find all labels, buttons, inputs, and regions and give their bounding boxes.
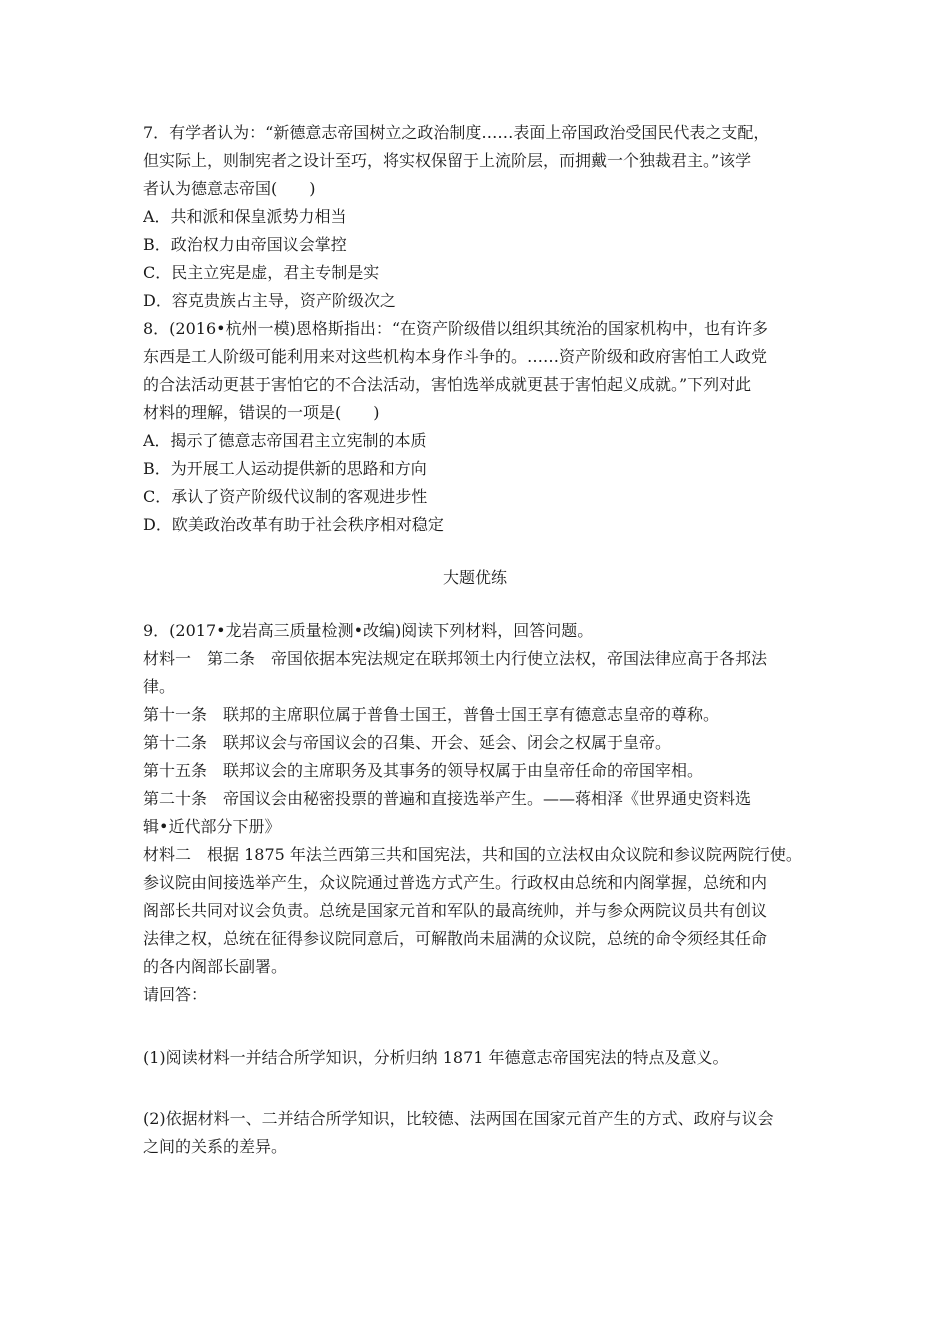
material-1-source: 辑•近代部分下册》 [143,817,281,836]
material-2-line-4: 法律之权，总统在征得参议院同意后，可解散尚未届满的众议院，总统的命令须经其任命 [143,929,768,948]
question-9-part-1 [143,1044,813,1072]
material-2-line-5: 的各内阁部长副署。 [143,957,288,976]
question-7-stem-line-1: 7．有学者认为：“新德意志帝国树立之政治制度……表面上帝国政治受国民代表之支配， [143,123,770,142]
material-1-line-2: 律。 [143,677,176,696]
question-8-stem-line-2: 东西是工人阶级可能利用来对这些机构本身作斗争的。……资产阶级和政府害怕工人政党 [143,347,768,366]
question-7 [143,119,813,315]
question-7-option-b: B．政治权力由帝国议会掌控 [143,235,347,254]
question-9 [143,617,813,1009]
question-8-stem-line-1: 8．(2016•杭州一模)恩格斯指出：“在资产阶级借以组织其统治的国家机构中，也有许多 [143,319,769,338]
question-9-part-2-line-1: (2)依据材料一、二并结合所学知识，比较德、法两国在国家元首产生的方式、政府与议会 [143,1109,774,1128]
question-7-stem-line-3: 者认为德意志帝国( ) [143,179,316,198]
question-7-stem-line-2: 但实际上，则制宪者之设计至巧，将实权保留于上流阶层，而拥戴一个独裁君主。”该学 [143,151,752,170]
question-8-stem-line-4: 材料的理解，错误的一项是( ) [143,403,380,422]
material-1-article-11: 第十一条 联邦的主席职位属于普鲁士国王，普鲁士国王享有德意志皇帝的尊称。 [143,705,720,724]
material-1-line-1: 材料一 第二条 帝国依据本宪法规定在联邦领土内行使立法权，帝国法律应高于各邦法 [143,649,768,668]
question-8 [143,315,813,539]
question-9-part-2 [143,1105,813,1161]
question-7-option-d: D．容克贵族占主导，资产阶级次之 [143,291,396,310]
material-1-article-20: 第二十条 帝国议会由秘密投票的普遍和直接选举产生。——蒋相泽《世界通史资料选 [143,789,752,808]
material-1-article-12: 第十二条 联邦议会与帝国议会的召集、开会、延会、闭会之权属于皇帝。 [143,733,672,752]
question-8-stem-line-3: 的合法活动更甚于害怕它的不合法活动，害怕选举成就更甚于害怕起义成就。”下列对此 [143,375,752,394]
question-7-option-a: A．共和派和保皇派势力相当 [143,207,347,226]
question-9-part-1-text: (1)阅读材料一并结合所学知识，分析归纳 1871 年德意志帝国宪法的特点及意义。 [143,1048,729,1067]
question-7-option-c: C．民主立宪是虚，君主专制是实 [143,263,380,282]
question-8-option-d: D．欧美政治改革有助于社会秩序相对稳定 [143,515,444,534]
material-2-line-1: 材料二 根据 1875 年法兰西第三共和国宪法，共和国的立法权由众议院和参议院两院行使。 [143,845,802,864]
material-2-line-2: 参议院由间接选举产生，众议院通过普选方式产生。行政权由总统和内阁掌握，总统和内 [143,873,768,892]
question-8-option-a: A．揭示了德意志帝国君主立宪制的本质 [143,431,427,450]
section-title: 大题优练 [442,568,507,587]
question-9-stem: 9．(2017•龙岩高三质量检测•改编)阅读下列材料，回答问题。 [143,621,594,640]
question-8-option-c: C．承认了资产阶级代议制的客观进步性 [143,487,428,506]
question-8-option-b: B．为开展工人运动提供新的思路和方向 [143,459,427,478]
answer-prompt: 请回答： [143,985,208,1004]
material-2-line-3: 阁部长共同对议会负责。总统是国家元首和军队的最高统帅，并与参众两院议员共有创议 [143,901,768,920]
question-9-part-2-line-2: 之间的关系的差异。 [143,1137,288,1156]
material-1-article-15: 第十五条 联邦议会的主席职务及其事务的领导权属于由皇帝任命的帝国宰相。 [143,761,704,780]
